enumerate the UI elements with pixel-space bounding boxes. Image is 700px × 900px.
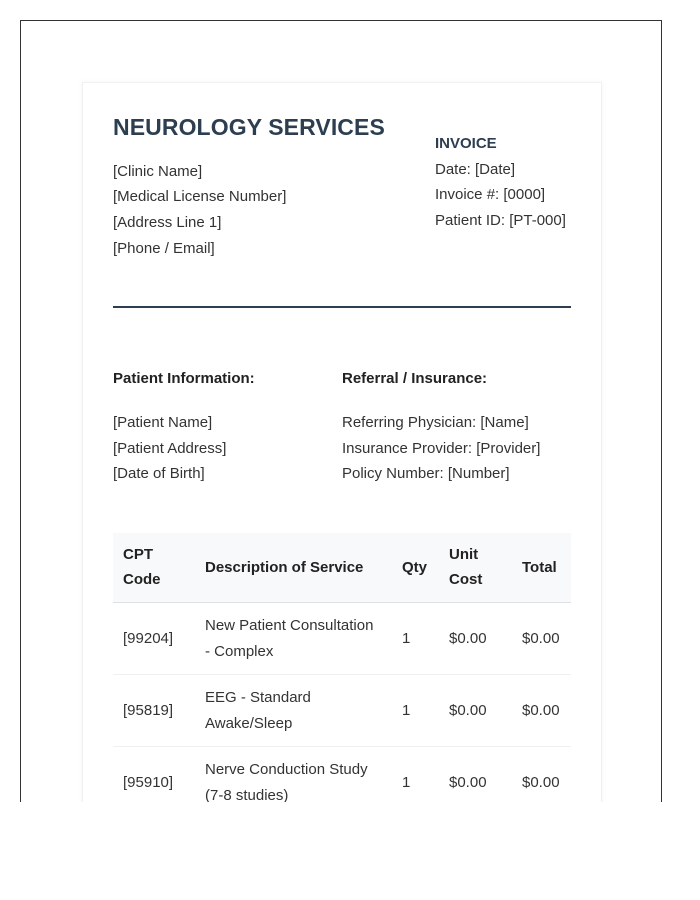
invoice-header [113, 113, 571, 306]
cpt-code-cell: [95819] [113, 675, 195, 747]
description-cell: Nerve Conduction Study (7-8 studies) [195, 747, 392, 802]
unit-cost-cell: $0.00 [439, 675, 512, 747]
patient-address: [Patient Address] [113, 439, 227, 457]
patient-details [113, 410, 342, 487]
services-table [113, 533, 571, 802]
description-cell: EEG - Standard Awake/Sleep [195, 675, 392, 747]
table-row [113, 747, 571, 802]
unit-cost-cell: $0.00 [439, 602, 512, 674]
referral-insurance-heading: Referral / Insurance: [342, 370, 488, 387]
patient-name: [Patient Name] [113, 414, 213, 431]
table-row [113, 602, 571, 674]
total-cell: $0.00 [512, 675, 571, 747]
referral-details [342, 410, 571, 487]
patient-dob: [Date of Birth] [113, 465, 205, 483]
total-cell: $0.00 [512, 747, 571, 802]
medical-license-number: [Medical License Number] [113, 188, 287, 206]
qty-cell: 1 [392, 675, 439, 747]
clinic-address: [Address Line 1] [113, 214, 222, 232]
qty-cell: 1 [392, 602, 439, 674]
table-row [113, 675, 571, 747]
table-header-row [113, 533, 571, 603]
invoice-content [113, 113, 571, 802]
invoice-label: INVOICE [435, 135, 497, 152]
column-header-total: Total [512, 533, 571, 603]
column-header-cpt-code: CPT Code [113, 533, 195, 603]
header-divider [113, 306, 571, 308]
invoice-meta [435, 131, 571, 306]
clinic-details [113, 159, 385, 261]
referring-physician: Referring Physician: [Name] [342, 414, 529, 431]
invoice-number: Invoice #: [0000] [435, 186, 546, 204]
column-header-description: Description of Service [195, 533, 392, 603]
party-info [113, 369, 571, 487]
column-header-unit-cost: Unit Cost [439, 533, 512, 603]
invoice-date: Date: [Date] [435, 160, 516, 178]
clinic-block [113, 113, 385, 306]
patient-information [113, 369, 342, 487]
referral-insurance [342, 369, 571, 487]
total-cell: $0.00 [512, 602, 571, 674]
unit-cost-cell: $0.00 [439, 747, 512, 802]
invoice-document [82, 82, 602, 802]
column-header-qty: Qty [392, 533, 439, 603]
cpt-code-cell: [95910] [113, 747, 195, 802]
patient-information-heading: Patient Information: [113, 370, 255, 387]
patient-id: Patient ID: [PT-000] [435, 211, 566, 229]
clinic-name: [Clinic Name] [113, 162, 203, 180]
page-title: NEUROLOGY SERVICES [113, 114, 385, 140]
description-cell: New Patient Consultation - Complex [195, 602, 392, 674]
page-frame [20, 20, 662, 802]
qty-cell: 1 [392, 747, 439, 802]
cpt-code-cell: [99204] [113, 602, 195, 674]
insurance-provider: Insurance Provider: [Provider] [342, 439, 541, 457]
clinic-contact: [Phone / Email] [113, 239, 215, 257]
policy-number: Policy Number: [Number] [342, 465, 510, 483]
